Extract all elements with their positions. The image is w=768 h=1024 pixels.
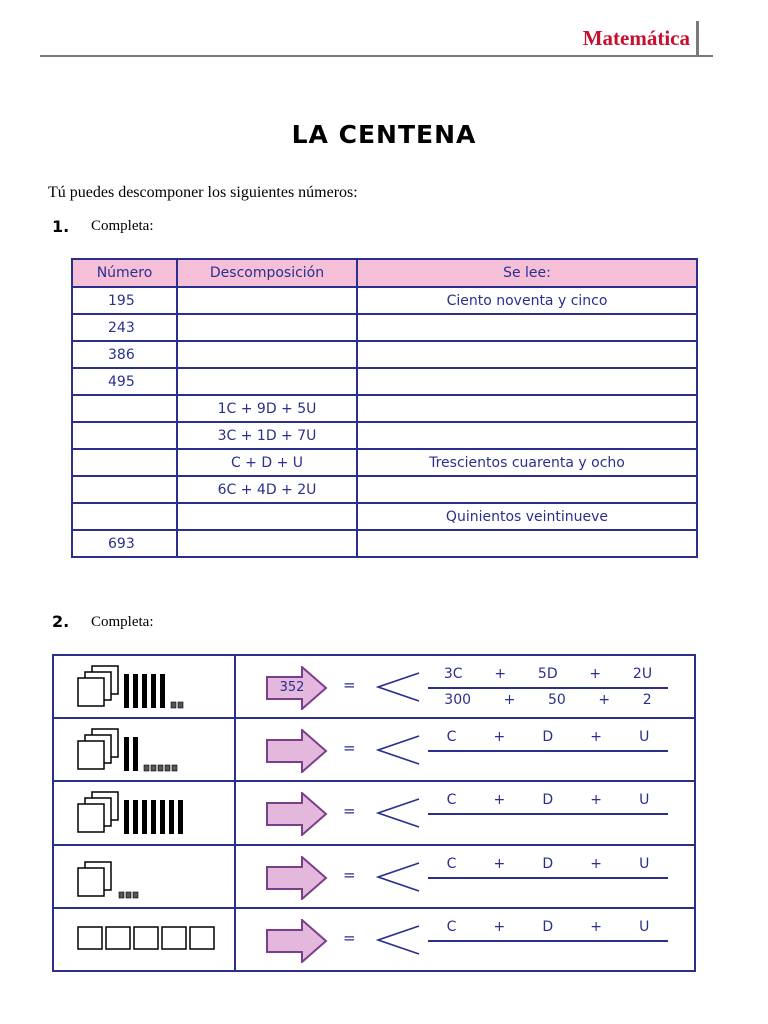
base-ten-blocks	[53, 908, 235, 971]
intro-text: Tú puedes descomponer los siguientes números:	[48, 184, 358, 201]
cdu-token: +	[493, 918, 506, 935]
cell-descomposicion: 6C + 4D + 2U	[177, 476, 357, 503]
cell-se-lee[interactable]	[357, 341, 697, 368]
cell-numero[interactable]	[72, 395, 177, 422]
cdu-token: +	[590, 918, 603, 935]
cdu-top	[428, 856, 668, 872]
decomposition-cell	[235, 845, 695, 908]
cell-se-lee: Trescientos cuarenta y ocho	[357, 449, 697, 476]
hundred-flat	[78, 868, 104, 896]
blocks-row	[53, 718, 695, 781]
unit-cube	[165, 765, 170, 771]
unit-cube	[144, 765, 149, 771]
cdu-token: +	[590, 729, 603, 746]
cell-descomposicion[interactable]	[177, 530, 357, 557]
cdu-token: +	[493, 729, 506, 746]
value-token: +	[598, 692, 611, 708]
equals-sign: =	[343, 928, 356, 947]
exercise-1-label: Completa:	[91, 218, 154, 234]
ten-rod	[160, 674, 165, 708]
ten-rod	[142, 800, 147, 834]
cell-se-lee[interactable]	[357, 314, 697, 341]
base-ten-blocks-drawing	[54, 846, 232, 906]
arrow-number[interactable]	[266, 792, 318, 836]
answer-line	[428, 813, 668, 815]
ten-rod	[169, 800, 174, 834]
cell-se-lee[interactable]	[357, 476, 697, 503]
cell-se-lee[interactable]	[357, 422, 697, 449]
answer-line	[428, 750, 668, 752]
ten-rod	[151, 674, 156, 708]
cell-numero: 243	[72, 314, 177, 341]
cell-numero[interactable]	[72, 449, 177, 476]
decomposition-cell	[235, 718, 695, 781]
table-row	[72, 449, 697, 476]
cell-numero[interactable]	[72, 503, 177, 530]
cell-se-lee[interactable]	[357, 395, 697, 422]
cdu-token: U	[639, 855, 650, 872]
hundred-square	[134, 927, 158, 949]
cell-descomposicion[interactable]	[177, 341, 357, 368]
hundred-flat	[78, 678, 104, 706]
base-ten-blocks	[53, 655, 235, 718]
table-row	[72, 368, 697, 395]
hundred-square	[106, 927, 130, 949]
cdu-token: U	[639, 918, 650, 935]
hundred-flat	[78, 804, 104, 832]
arrow-number[interactable]	[266, 729, 318, 773]
unit-cube	[119, 892, 124, 898]
cell-numero: 195	[72, 287, 177, 314]
base-ten-blocks	[53, 845, 235, 908]
branch-icon	[376, 796, 421, 830]
unit-cube	[171, 702, 176, 708]
cdu-token: C	[446, 792, 457, 809]
cell-descomposicion[interactable]	[177, 368, 357, 395]
unit-cube	[151, 765, 156, 771]
blocks-row	[53, 781, 695, 844]
table-row	[72, 503, 697, 530]
cdu-token: +	[590, 855, 603, 872]
decomposition-cell	[235, 655, 695, 718]
ten-rod	[124, 737, 129, 771]
branch-icon	[376, 860, 421, 894]
header-vertical-bar	[696, 21, 699, 55]
table-row	[72, 395, 697, 422]
cdu-token: +	[493, 855, 506, 872]
decomposition-table	[71, 258, 698, 558]
cdu-token: D	[542, 855, 554, 872]
blocks-row	[53, 845, 695, 908]
cell-descomposicion: 1C + 9D + 5U	[177, 395, 357, 422]
cdu-top	[428, 792, 668, 808]
cdu-token: +	[589, 666, 602, 682]
cell-se-lee[interactable]	[357, 530, 697, 557]
cdu-token: +	[590, 792, 603, 809]
base-ten-blocks-drawing	[54, 782, 232, 842]
cell-se-lee: Quinientos veintinueve	[357, 503, 697, 530]
base-ten-blocks	[53, 781, 235, 844]
base-ten-blocks-drawing	[54, 719, 232, 779]
decomposition-cell	[235, 908, 695, 971]
cdu-top	[428, 666, 668, 682]
header-descomposicion: Descomposición	[177, 259, 357, 287]
value-token: +	[503, 692, 516, 708]
hundred-square	[162, 927, 186, 949]
hundred-flat	[78, 741, 104, 769]
base-ten-blocks	[53, 718, 235, 781]
cdu-token: 3C	[443, 666, 463, 682]
blocks-row	[53, 908, 695, 971]
cdu-top	[428, 729, 668, 745]
arrow-number[interactable]	[266, 856, 318, 900]
cdu-bottom	[428, 692, 668, 708]
ten-rod	[142, 674, 147, 708]
cdu-token: D	[542, 918, 554, 935]
cell-descomposicion[interactable]	[177, 287, 357, 314]
arrow-number: 352	[279, 680, 305, 695]
unit-cube	[133, 892, 138, 898]
answer-line	[428, 687, 668, 689]
value-token: 2	[642, 692, 652, 708]
ten-rod	[133, 737, 138, 771]
cdu-token: C	[446, 918, 457, 935]
base-ten-blocks-drawing	[54, 656, 232, 716]
unit-cube	[178, 702, 183, 708]
cell-numero[interactable]	[72, 422, 177, 449]
value-token: 300	[444, 692, 472, 708]
ten-rod	[133, 674, 138, 708]
equals-sign: =	[343, 739, 356, 758]
value-token: 50	[547, 692, 566, 708]
decomposition-cell	[235, 781, 695, 844]
cdu-token: +	[494, 666, 507, 682]
equals-sign: =	[343, 802, 356, 821]
cdu-token: +	[493, 792, 506, 809]
header-rule	[40, 55, 713, 57]
table-row	[72, 341, 697, 368]
unit-cube	[158, 765, 163, 771]
ten-rod	[124, 800, 129, 834]
table-row	[72, 530, 697, 557]
cell-descomposicion: 3C + 1D + 7U	[177, 422, 357, 449]
equals-sign: =	[343, 865, 356, 884]
cdu-top	[428, 919, 668, 935]
base-ten-blocks-drawing	[54, 909, 232, 969]
branch-icon	[376, 670, 421, 704]
subject-header: Matemática	[582, 26, 690, 50]
hundred-square	[190, 927, 214, 949]
blocks-row	[53, 655, 695, 718]
blocks-table	[52, 654, 696, 972]
cell-descomposicion[interactable]	[177, 503, 357, 530]
header-numero: Número	[72, 259, 177, 287]
cdu-token: C	[446, 729, 457, 746]
hundred-square	[78, 927, 102, 949]
cdu-token: 2U	[632, 666, 653, 682]
cell-descomposicion[interactable]	[177, 314, 357, 341]
exercise-2-label: Completa:	[91, 614, 154, 630]
cdu-token: 5D	[537, 666, 558, 682]
cell-se-lee: Ciento noventa y cinco	[357, 287, 697, 314]
header-se-lee: Se lee:	[357, 259, 697, 287]
branch-icon	[376, 733, 421, 767]
answer-line	[428, 877, 668, 879]
unit-cube	[126, 892, 131, 898]
cdu-token: D	[542, 729, 554, 746]
page-title: LA CENTENA	[291, 120, 477, 149]
cell-se-lee[interactable]	[357, 368, 697, 395]
exercise-1-number: 1.	[52, 217, 70, 236]
ten-rod	[160, 800, 165, 834]
cell-numero[interactable]	[72, 476, 177, 503]
exercise-2-number: 2.	[52, 612, 70, 631]
ten-rod	[178, 800, 183, 834]
ten-rod	[124, 674, 129, 708]
answer-line	[428, 940, 668, 942]
arrow-number[interactable]	[266, 919, 318, 963]
cdu-token: U	[639, 792, 650, 809]
cell-descomposicion: C + D + U	[177, 449, 357, 476]
table-row	[72, 314, 697, 341]
cdu-token: U	[639, 729, 650, 746]
cdu-token: D	[542, 792, 554, 809]
equals-sign: =	[343, 676, 356, 694]
cell-numero: 495	[72, 368, 177, 395]
unit-cube	[172, 765, 177, 771]
cell-numero: 386	[72, 341, 177, 368]
table-row	[72, 476, 697, 503]
table-row	[72, 422, 697, 449]
cell-numero: 693	[72, 530, 177, 557]
ten-rod	[151, 800, 156, 834]
ten-rod	[133, 800, 138, 834]
cdu-token: C	[446, 855, 457, 872]
table-row	[72, 287, 697, 314]
branch-icon	[376, 923, 421, 957]
